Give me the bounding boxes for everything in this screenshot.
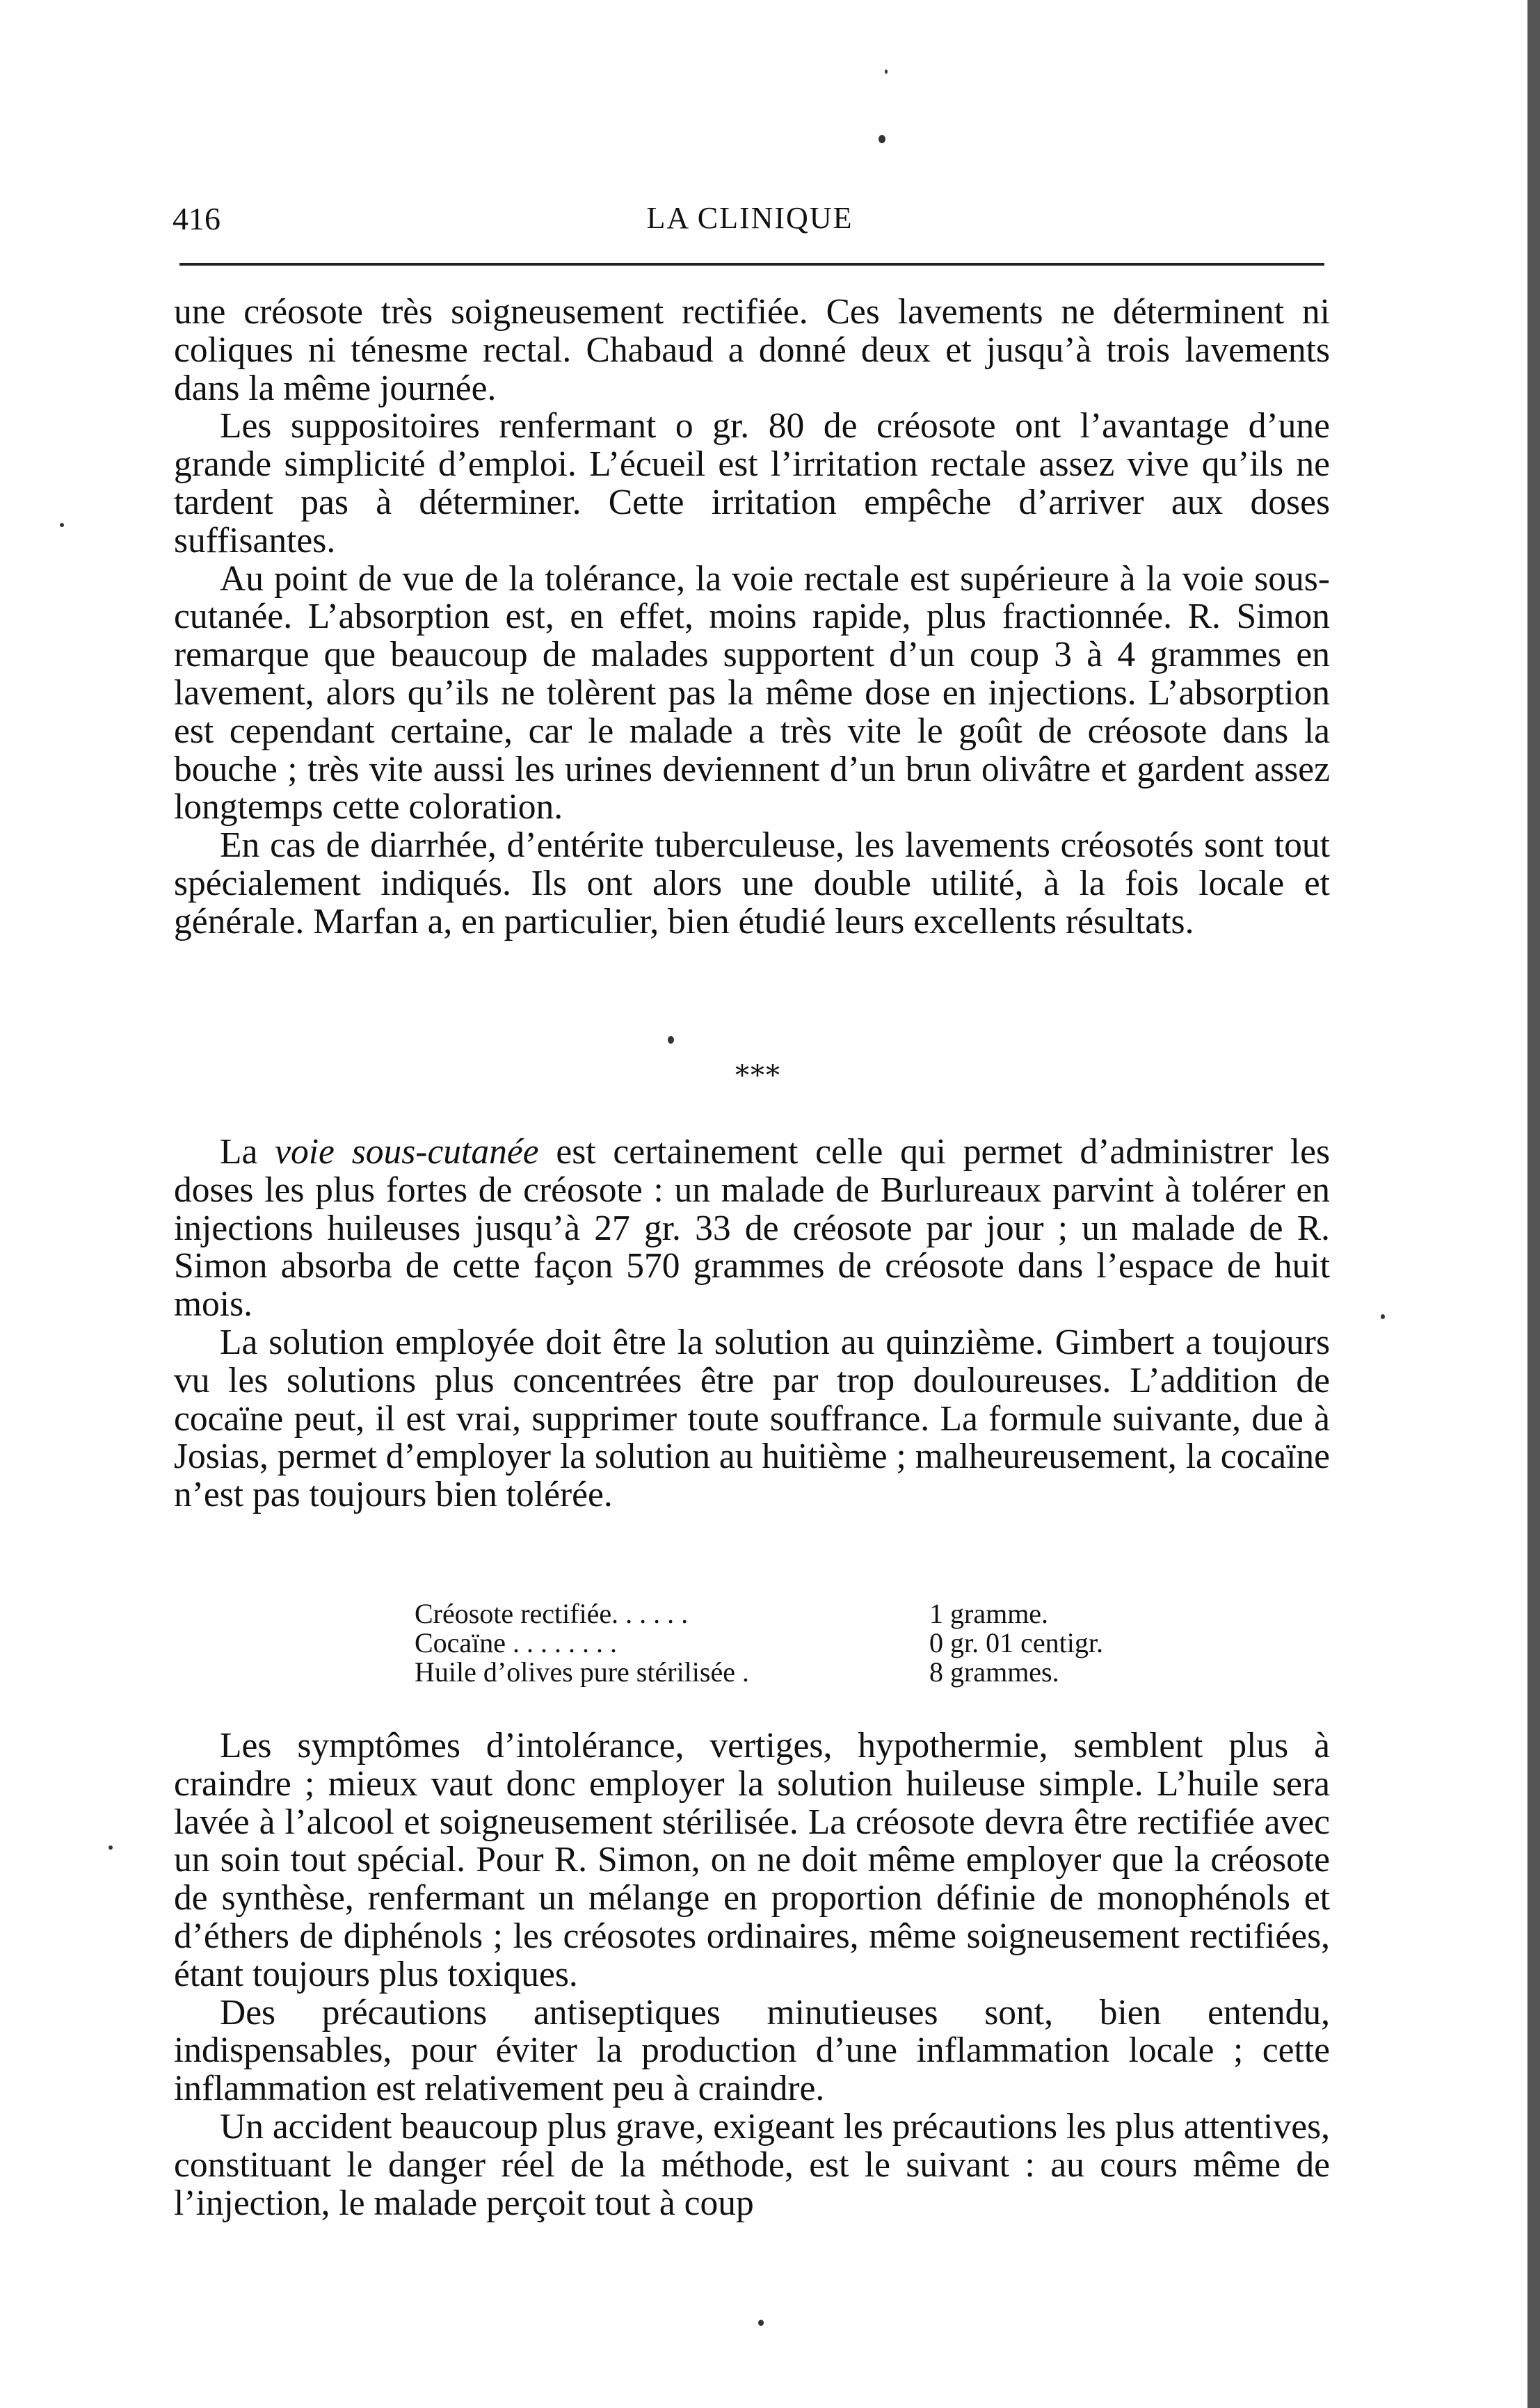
- page-number: 416: [173, 201, 220, 236]
- section-separator-asterism: [716, 1060, 800, 1092]
- paragraph: Les symptômes d’intolérance, vertiges, hypothermie, semblent plus à craindre ; mieux vaut donc employer la solution huileuse simple. L’huile sera lavée à l’alcool et soigneusement stérilisée. La créosote devra être rectifiée avec un soin tout spécial. Pour R. Simon, on ne doit même employer que la créosote de synthèse, renfermant un mélange en proportion définie de monophénols et d’éthers de diphénols ; les créosotes ordinaires, même soigneusement rectifiées, étant toujours plus toxiques.: [174, 1726, 1330, 1994]
- scan-speck: [885, 70, 888, 74]
- scan-speck: [60, 523, 64, 527]
- scan-speck: [879, 135, 885, 143]
- section-rectal-route: [174, 293, 1330, 942]
- header-rule: [179, 263, 1324, 266]
- scan-speck: [668, 1036, 674, 1044]
- formula-ingredient: Huile d’olives pure stérilisée .: [415, 1658, 749, 1687]
- paragraph: Au point de vue de la tolérance, la voie rectale est supérieure à la voie sous-cutanée. L’absorption est, en effet, moins rapide, plus fractionnée. R. Simon remarque que beaucoup de malades supportent d’un coup 3 à 4 grammes en lavement, alors qu’ils ne tolèrent pas la même dose en injections. L’absorption est cependant certaine, car le malade a très vite le goût de créosote dans la bouche ; très vite aussi les urines deviennent d’un brun olivâtre et gardent assez longtemps cette coloration.: [174, 558, 1330, 827]
- formula-ingredient: Cocaïne . . . . . . . .: [415, 1629, 618, 1658]
- page-edge-shadow: [1527, 0, 1540, 2408]
- paragraph: Les suppositoires renfermant o gr. 80 de créosote ont l’avantage d’une grande simplicité d’emploi. L’écueil est l’irritation rectale assez vive qu’ils ne tardent pas à déterminer. Cette irritation empêche d’arriver aux doses suffisantes.: [174, 406, 1330, 560]
- paragraph-lead: La: [220, 1132, 275, 1172]
- paragraph: Des précautions antiseptiques minutieuses sont, bien entendu, indispensables, pour éviter la production d’une inflammation locale ; cette inflammation est relativement peu à craindre.: [174, 1992, 1330, 2109]
- formula-row: [415, 1629, 1180, 1658]
- emphasis-voie-sous-cutanee: voie sous-cutanée: [275, 1132, 539, 1172]
- section-intolerance: [174, 1727, 1330, 2222]
- formula-dose: 0 gr. 01 centigr.: [929, 1627, 1103, 1658]
- asterism-glyph: ***: [735, 1060, 781, 1092]
- formula-row: [415, 1658, 1180, 1687]
- formula-dose: 8 grammes.: [929, 1656, 1059, 1688]
- scan-speck: [758, 2320, 764, 2326]
- section-subcutaneous-route: [174, 1133, 1330, 1514]
- formula-table: [415, 1599, 1180, 1687]
- paragraph-rest: est certainement celle qui permet d’administrer les doses les plus fortes de créosote : un malade de Burlureaux parvint à tolérer en injections huileuses jusqu’à 27 gr. 33 de créosote par jour ; un malade de R. Simon absorba de cette façon 570 grammes de créosote dans l’espace de huit mois.: [174, 1132, 1330, 1325]
- formula-row: [415, 1599, 1180, 1629]
- running-title: LA CLINIQUE: [646, 201, 853, 235]
- paragraph: La solution employée doit être la solution au quinzième. Gimbert a toujours vu les solutions plus concentrées être par trop douloureuses. L’addition de cocaïne peut, il est vrai, supprimer toute souffrance. La formule suivante, due à Josias, permet d’employer la solution au huitième ; malheureusement, la cocaïne n’est pas toujours bien tolérée.: [174, 1322, 1330, 1515]
- running-header: [173, 189, 1327, 245]
- scan-speck: [109, 1845, 113, 1850]
- paragraph: [174, 1133, 1330, 1324]
- formula-ingredient: Créosote rectifiée. . . . . .: [415, 1599, 689, 1629]
- scan-speck: [1381, 1314, 1385, 1319]
- formula-dose: 1 gramme.: [929, 1598, 1049, 1629]
- paragraph: Un accident beaucoup plus grave, exigeant les précautions les plus attentives, constituant le danger réel de la méthode, est le suivant : au cours même de l’injection, le malade perçoit tout à coup: [174, 2106, 1330, 2223]
- paragraph: En cas de diarrhée, d’entérite tuberculeuse, les lavements créosotés sont tout spécialement indiqués. Ils ont alors une double utilité, à la fois locale et générale. Marfan a, en particulier, bien étudié leurs excellents résultats.: [174, 825, 1330, 942]
- paragraph: une créosote très soigneusement rectifiée. Ces lavements ne déterminent ni coliques ni ténesme rectal. Chabaud a donné deux et jusqu’à trois lavements dans la même journée.: [174, 292, 1330, 408]
